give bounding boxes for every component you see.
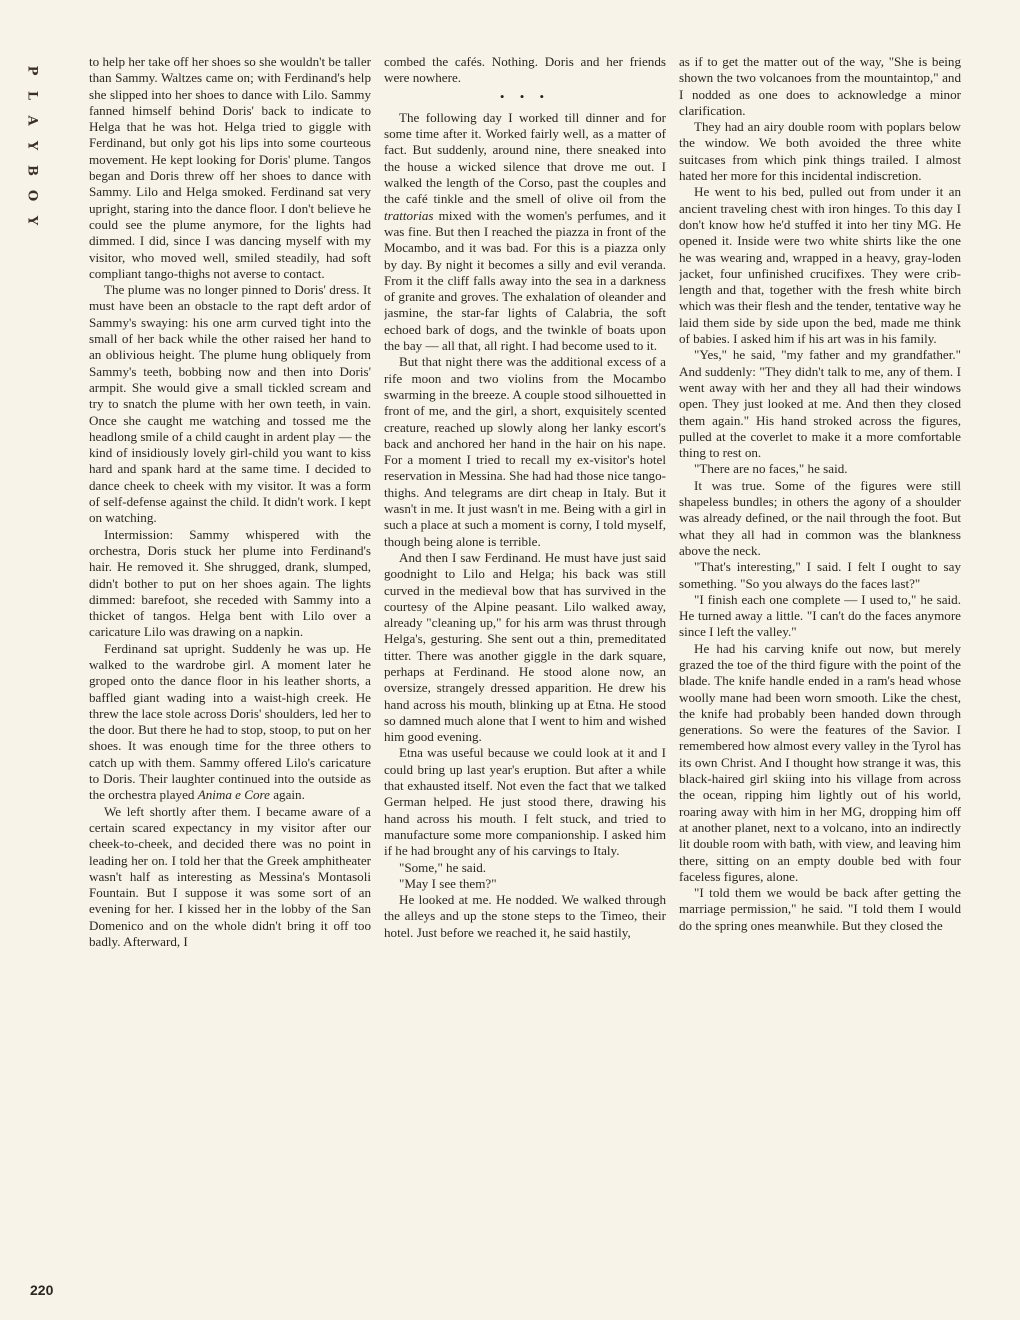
- logo-letter: A: [24, 115, 40, 126]
- paragraph: as if to get the matter out of the way, "She is being shown the two volcanoes from the mountaintop," and I nodded as one does to acknowledge a minor clarification.: [679, 54, 961, 118]
- paragraph: to help her take off her shoes so she wouldn't be taller than Sammy. Waltzes came on; with Ferdinand's help she slipped into her shoes to dance with Lilo. Sammy fanned himself behind Doris' back to indicate to Helga that he was hot. Helga tried to giggle with Ferdinand, but only got his lips into some courteous movement. He kept looking for Doris' plume. Tangos began and Doris threw off her shoes to dance with Sammy. Lilo and Helga smoked. Ferdinand sat very upright, staring into the dance floor. I don't believe he could see the plume anymore, for the lights had dimmed. I did, since I was dancing myself with my visitor, who moved well, smiled steadily, had soft compliant tango-thighs not averse to contact.: [89, 54, 371, 281]
- paragraph: But that night there was the additional excess of a rife moon and two violins from the Mocambo swarming in the breeze. A couple stood silhouetted in front of me, and the girl, a short, exquisitely scented creature, reached up slowly along her lanky escort's back and anchored her hand in the hair on his nape. For a moment I tried to recall my ex-visitor's hotel reservation in Messina. She had had those nice tango-thighs. And telegrams are dirt cheap in Italy. But it wasn't in me. It just wasn't in me. Being with a girl in such a place at such a moment is corny, I told myself, though being alone is terrible.: [384, 354, 666, 549]
- paragraph: He looked at me. He nodded. We walked through the alleys and up the stone steps to the Timeo, their hotel. Just before we reached it, he said hastily,: [384, 892, 666, 940]
- logo-letter: L: [24, 90, 40, 101]
- logo-letter: O: [24, 189, 40, 202]
- paragraph: The following day I worked till dinner and for some time after it. Worked fairly well, as a matter of fact. But suddenly, around nine, there sneaked into the house a wicked silence that drove me out. I walked the length of the Corso, past the couples and the café tinkle and the smell of olive oil from the trattorias mixed with the women's perfumes, and it was fine. But then I reached the piazza in front of the Mocambo, and it was bad. For this is a piazza only by day. By night it becomes a silly and evil veranda. From it the cliff falls away into the sea in a darkness of granite and groves. The exhalation of oleander and jasmine, the star-far lights of Calabria, the soft echoed bark of dogs, and the twinkle of boats upon the bay — all that, all right. I had become used to it.: [384, 109, 666, 354]
- paragraph: Intermission: Sammy whispered with the orchestra, Doris stuck her plume into Ferdinand's hair. He removed it. She shrugged, drank, slumped, didn't bother to put on her shoes again. The lights dimmed: barefoot, she receded with Sammy into a thicket of tangos. Helga bent with Lilo over a caricature Lilo was drawing on a napkin.: [89, 526, 371, 640]
- italic-phrase: trattorias: [384, 207, 434, 223]
- paragraph: The plume was no longer pinned to Doris' dress. It must have been an obstacle to the rapt deft ardor of Sammy's swaying: his one arm curved tight into the small of her back while the other raised her hand to an oblivious height. The plume hung obliquely from Sammy's teeth, bobbing now and then into Doris' armpit. She would give a small tickled scream and try to snatch the plume with her own teeth, in vain. Once she caught me watching and tossed me the headlong smile of a child caught in ardent play — the kind of insidiously lovely girl-child you want to kiss hard and spank hard at the same time. I decided to dance cheek to cheek with my visitor. It was a form of self-defense against the child. It didn't work. I kept on watching.: [89, 282, 371, 526]
- text-column-1: [89, 54, 371, 1304]
- italic-phrase: Anima e Core: [197, 787, 270, 803]
- paragraph: It was true. Some of the figures were still shapeless bundles; in others the agony of a shoulder was already defined, or the nail through the foot. But what they all had in common was the blankness above the neck.: [679, 477, 961, 558]
- paragraph: And then I saw Ferdinand. He must have just said goodnight to Lilo and Helga; his back was still curved in the medieval bow that has survived in the courtesy of the Alpine peasant. Lilo walked away, already "cleaning up," for his arm was thrust through Helga's, gesturing. She sent out a thin, premeditated titter. There was another giggle in the dark square, perhaps at Ferdinand. He stood alone now, an oversize, strangely dressed apparition. He drew his hand across his mouth, blinking up at Etna. He stood so damned much alone that I went to him and wished him good evening.: [384, 549, 666, 745]
- magazine-side-logo: [24, 58, 40, 233]
- text-column-2: [384, 54, 666, 1304]
- logo-letter: Y: [24, 140, 40, 151]
- paragraph: combed the cafés. Nothing. Doris and her friends were nowhere.: [384, 54, 666, 86]
- paragraph: "I finish each one complete — I used to," he said. He turned away a little. "I can't do the faces anymore since I left the valley.": [679, 591, 961, 640]
- paragraph: He had his carving knife out now, but merely grazed the toe of the third figure with the point of the blade. The knife handle ended in a ram's head whose woolly mane had been worn smooth. Like the chest, the knife had probably been handed down through generations. So were the features of the Savior. I remembered how almost every valley in the Tyrol has its own Christ. And I thought how strange it was, this black-haired girl skiing into his village from across the ocean, ripping him lightly out of his world, roaring away with him in her MG, dropping him off at another planet, next to a volcano, into an indirectly lit double room with bath, with view, and leaving him there, sitting on an empty double bed with four faceless figures, alone.: [679, 640, 961, 884]
- paragraph: They had an airy double room with poplars below the window. We both avoided the three white suitcases from which pink things trailed. I almost hated her more for this incidental indiscretion.: [679, 119, 961, 184]
- paragraph: Etna was useful because we could look at it and I could bring up last year's eruption. But after a while that exhausted itself. Not even the fact that we talked German helped. He just stood there, drawing his hand across his mouth. I felt stuck, and tried to manufacture some more companionship. I asked him if he had brought any of his carvings to Italy.: [384, 745, 666, 859]
- paragraph: "Some," he said.: [399, 859, 487, 875]
- paragraph: He went to his bed, pulled out from under it an ancient traveling chest with iron hinges. To this day I don't know how he'd stuffed it into her tiny MG. He opened it. Inside were two white shirts like the one he was wearing and, wrapped in a heavy, gray-loden jacket, four unfinished crucifixes. They were crib-length and that, together with the fresh white birch which was their flesh and the tender, tentative way he laid them side by side upon the bed, made me think of babies. I asked him if his art was in his family.: [679, 184, 961, 347]
- paragraph: "I told them we would be back after getting the marriage permission," he said. "I told them I would do the spring ones meanwhile. But they closed the: [679, 885, 961, 933]
- logo-letter: Y: [24, 215, 40, 226]
- paragraph: We left shortly after them. I became aware of a certain scared expectancy in my visitor after our cheek-to-cheek, and decided there was no point in leading her on. I told her that the Greek amphitheater wasn't half as interesting as Messina's Montasoli Fountain. But I suppose it was some sort of an evening for her. I kissed her in the lobby of the San Domenico and on the whole didn't bring it off too badly. Afterward, I: [89, 803, 371, 950]
- paragraph: "That's interesting," I said. I felt I ought to say something. "So you always do the faces last?": [679, 559, 961, 591]
- section-break: • • •: [499, 88, 551, 104]
- paragraph: "Yes," he said, "my father and my grandfather." And suddenly: "They didn't talk to me, any of them. I went away with her and they all had their windows open. They just looked at me. And then they closed them again." His hand stroked across the figures, pulled at the coverlet to make it a more comfortable thing to rest on.: [679, 347, 961, 461]
- logo-letter: P: [24, 65, 40, 76]
- text-column-3: [679, 54, 961, 1304]
- logo-letter: B: [24, 165, 40, 176]
- paragraph: "There are no faces," he said.: [694, 461, 848, 477]
- paragraph: "May I see them?": [399, 875, 497, 891]
- page-number: 220: [30, 1282, 54, 1298]
- paragraph: Ferdinand sat upright. Suddenly he was up. He walked to the wardrobe girl. A moment later he groped onto the dance floor in his leather shorts, a baffled giant wading into a waist-high creek. He threw the lace stole across Doris' shoulders, led her to the door. But there he had to stop, stoop, to put on her shoes. It was enough time for the three others to catch up with them. Sammy offered Lilo's caricature to Doris. Their laughter continued into the outside as the orchestra played Anima e Core again.: [89, 640, 371, 803]
